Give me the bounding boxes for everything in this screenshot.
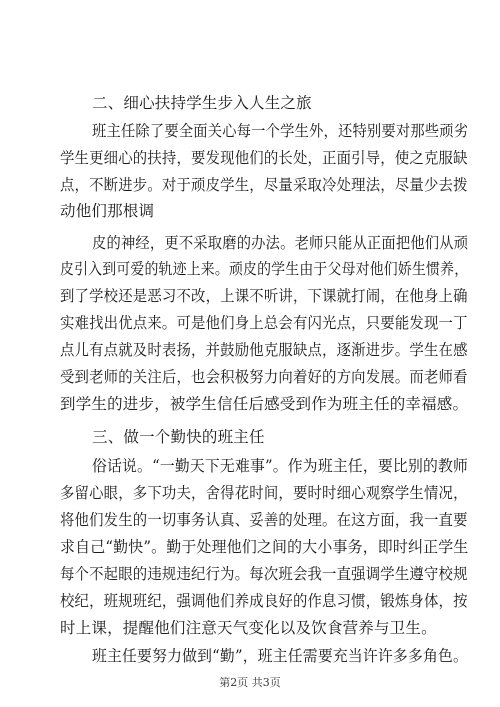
paragraph-line: 皮引入到可爱的轨迹上来。顽皮的学生由于父母对他们娇生惯养， — [60, 260, 469, 278]
paragraph-line: 将他们发生的一切事务认真、妥善的处理。在这方面，我一直要 — [60, 511, 468, 529]
page-footer: 第2页 共3页 — [219, 676, 281, 689]
section-heading-3: 三、做一个勤快的班主任 — [92, 428, 265, 446]
paragraph-line: 每个不起眼的违规违纪行为。每次班会我一直强调学生遵守校规 — [60, 565, 468, 583]
paragraph-line: 到了学校还是恶习不改，上课不听讲，下课就打闹，在他身上确 — [60, 287, 468, 305]
paragraph-line: 班主任要努力做到“勤”，班主任需要充当许许多多角色。 — [92, 647, 469, 665]
paragraph-line: 点，不断进步。对于顽皮学生，尽量采取冷处理法，尽量少去拨 — [60, 176, 468, 194]
paragraph-line: 点儿有点就及时表扬，并鼓励他克服缺点，逐渐进步。学生在感 — [60, 341, 468, 359]
paragraph-line: 求自己“勤快”。勤于处理他们之间的大小事务，即时纠正学生 — [60, 538, 469, 556]
paragraph-line: 实难找出优点来。可是他们身上总会有闪光点，只要能发现一丁 — [60, 314, 468, 332]
paragraph-line: 到学生的进步，被学生信任后感受到作为班主任的幸福感。 — [60, 395, 469, 413]
paragraph-line: 学生更细心的扶持，要发现他们的长处，正面引导，使之克服缺 — [60, 149, 468, 167]
paragraph-line: 班主任除了要全面关心每一个学生外，还特别要对那些顽劣 — [92, 122, 469, 140]
paragraph-line: 时上课，提醒他们注意天气变化以及饮食营养与卫生。 — [60, 619, 437, 637]
paragraph-line: 俗话说。“一勤天下无难事”。作为班主任，要比别的教师 — [92, 457, 469, 475]
paragraph-line: 皮的神经，更不采取磨的办法。老师只能从正面把他们从顽 — [92, 234, 469, 252]
paragraph-line: 动他们那根调 — [60, 202, 155, 220]
paragraph-line: 校纪，班规班纪，强调他们养成良好的作息习惯，锻炼身体，按 — [60, 592, 468, 610]
paragraph-line: 多留心眼，多下功夫，舍得花时间，要时时细心观察学生情况， — [60, 484, 468, 502]
paragraph-line: 受到老师的关注后，也会积极努力向着好的方向发展。而老师看 — [60, 368, 468, 386]
section-heading-2: 二、细心扶持学生步入人生之旅 — [92, 94, 312, 112]
